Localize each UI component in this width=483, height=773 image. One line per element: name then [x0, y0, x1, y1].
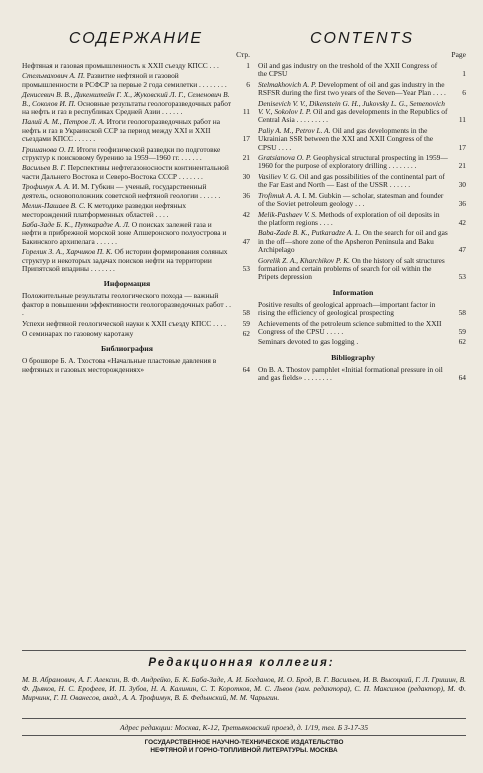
- entry-page-number: 1: [462, 69, 466, 79]
- entry-author: Paliy A. M., Petrov L. A.: [258, 125, 331, 135]
- entry-author: Трофимук А. А.: [22, 182, 71, 192]
- toc-entry: [258, 62, 466, 79]
- info-heading-en: Information: [332, 287, 374, 297]
- info-heading-ru: Информация: [103, 279, 151, 289]
- entry-title: О брошюре Б. А. Тхостова «Начальные пластовые давления в нефтяных и газовых месторождениях»: [22, 356, 217, 374]
- toc-entry: [22, 357, 250, 374]
- entry-page-number: 6: [246, 79, 250, 89]
- entry-title: Oil and gas possibilities of the continental part of the Far East and North — East of the USSR . . . . . .: [258, 171, 445, 190]
- toc-entry: [258, 320, 466, 337]
- toc-entry: [258, 127, 466, 152]
- entry-author: Стельмахович А. П.: [22, 71, 85, 81]
- toc-entry: [258, 257, 466, 282]
- entry-page-number: 58: [458, 308, 466, 318]
- page-header-en: Page: [451, 50, 466, 59]
- entry-title: Achievements of the petroleum science submitted to the XXII Congress of the CPSU . . . . .: [258, 318, 442, 336]
- entry-title: Oil and gas industry on the treshold of the XXII Congress of the CPSU: [258, 61, 438, 79]
- toc-entry: [22, 221, 250, 246]
- entry-page-number: 30: [458, 180, 466, 190]
- entry-page-number: 42: [242, 209, 250, 219]
- entry-author: Баба-Заде Б. К., Путкарадзе А. Л.: [22, 219, 130, 229]
- entry-page-number: 42: [458, 217, 466, 227]
- entry-title: On B. A. Thostov pamphlet «Initial formational pressure in oil and gas fields» . . . . . . . .: [258, 364, 443, 383]
- divider-top: [22, 650, 466, 651]
- contents-column-russian: [22, 30, 250, 376]
- entry-page-number: 53: [242, 263, 250, 273]
- entry-title: Итоги геологоразведочных работ на нефть и газ в Украинской ССР за период между XXI и XXII съездами КПСС . . . . . .: [22, 117, 220, 144]
- entry-title: Основные результаты геологоразведочных работ на нефть и газ в республиках Средней Азии . . . . . .: [22, 98, 232, 117]
- entry-page-number: 17: [458, 142, 466, 152]
- toc-entry: [22, 183, 250, 200]
- publisher-line-1: ГОСУДАРСТВЕННОЕ НАУЧНО-ТЕХНИЧЕСКОЕ ИЗДАТЕЛЬСТВО: [144, 739, 344, 746]
- editorial-address: Адрес редакции: Москва, К-12, Третьяковский проезд, д. 1/19, тел. Б 3-17-35: [119, 723, 369, 732]
- entry-author: Палий А. М., Петров Л. А.: [22, 117, 105, 127]
- column-title-ru: СОДЕРЖАНИЕ: [68, 30, 204, 47]
- divider-middle: [22, 718, 466, 719]
- entry-title: К методике разведки нефтяных месторождений платформенных областей . . . .: [22, 201, 187, 219]
- column-title-en: CONTENTS: [310, 30, 414, 47]
- entry-title: Итоги геофизической разведки по подготовке структур к поисковому бурению за 1959—1960 гг. . . . . . .: [22, 144, 221, 163]
- toc-entry: [258, 229, 466, 254]
- entry-title: Нефтяная и газовая промышленность к XXII съезду КПСС . . .: [22, 61, 219, 70]
- entry-page-number: 21: [242, 153, 250, 163]
- entry-page-number: 58: [242, 308, 250, 318]
- entries-ru: [22, 62, 250, 273]
- page-header-ru: Стр.: [236, 50, 250, 59]
- entry-author: Vasiliev V. G.: [258, 171, 298, 181]
- entry-page-number: 62: [458, 337, 466, 347]
- entry-title: Development of oil and gas industry in the RSFSR during the first two years of the Seven—Year Plan . . . .: [258, 79, 446, 98]
- entry-title: Seminars devoted to gas logging .: [258, 337, 359, 347]
- entry-page-number: 30: [242, 171, 250, 181]
- entry-page-number: 47: [242, 236, 250, 246]
- entry-page-number: 11: [458, 115, 466, 125]
- entry-title: Positive results of geological approach—important factor in rising the efficiency of geological prospecting: [258, 299, 436, 318]
- entry-page-number: 17: [242, 134, 250, 144]
- entry-title: Geophysical structural prospecting in 1959—1960 for the purpose of exploratory drilling . . . . . . . .: [258, 153, 448, 171]
- entry-page-number: 64: [242, 364, 250, 374]
- entry-page-number: 64: [458, 373, 466, 383]
- entry-author: Денисевич В. В., Дикенштейн Г. Х., Жуковский Л. Г., Семенович В. В., Соколов И. П.: [22, 90, 230, 108]
- entry-author: Denisevich V. V., Dikenstein G. H., Jukovsky L. G., Semenovich V. V., Sokolov I. P.: [258, 98, 445, 117]
- entry-title: Успехи нефтяной геологической науки к XXII съезду КПСС . . . .: [22, 318, 227, 328]
- editorial-board-members: М. В. Абрамович, А. Г. Алексин, В. Ф. Андрейко, Б. К. Баба-Заде, А. И. Богданов, И. О. Брод, В. Г. Васильев, И. В. Высоцкий, Г. Л. Гришин, В. Ф. Дьяков, Н. С. Ерофеев, И. П. Зубов, Н. А. Калинин, С. Т. Коротков, М. С. Львов (зам. редактора), С. П. Максимов (редактор), М. Ф. Мирчинк, Г. П. Ованесов, акад., А. А. Трофимук, В. Б. Федынский, М. М. Чарыгин.: [22, 675, 466, 702]
- entry-author: Baba-Zade B. K., Putkaradze A. L.: [258, 228, 361, 238]
- entry-title: Положительные результаты геологического похода — важный фактор в повышении эффективности геологоразведочных работ . . .: [22, 291, 231, 318]
- entry-author: Gratsianova O. P.: [258, 153, 312, 163]
- toc-entry: [22, 320, 250, 328]
- entry-title: On the history of salt structures formation and certain problems of search for oil within the Pripets depression: [258, 255, 445, 282]
- toc-entry: [258, 81, 466, 98]
- biblio-entries-ru: [22, 357, 250, 374]
- toc-entry: [22, 164, 250, 181]
- entry-title: О поисках залежей газа и нефти в прибрежной морской зоне Апшеронского полуострова и Бакинского архипелага . . . . . .: [22, 219, 227, 246]
- toc-entry: [22, 62, 250, 70]
- toc-entry: [258, 366, 466, 383]
- entry-page-number: 6: [462, 88, 466, 98]
- entry-page-number: 59: [458, 326, 466, 336]
- entry-page-number: 53: [458, 272, 466, 282]
- toc-entry: [22, 118, 250, 143]
- publisher-imprint: [22, 739, 466, 756]
- publisher-line-2: НЕФТЯНОЙ И ГОРНО-ТОПЛИВНОЙ ЛИТЕРАТУРЫ. МОСКВА: [150, 747, 338, 755]
- entry-page-number: 36: [242, 190, 250, 200]
- entry-page-number: 1: [246, 61, 250, 70]
- toc-entry: [258, 192, 466, 209]
- entry-title: Об истории формирования соляных структур и некоторых задачах поисков нефти на территории Припятской впадины . . . . . . .: [22, 247, 228, 273]
- toc-entry: [22, 248, 250, 273]
- entry-title: Oil and gas developments in the Republics of Central Asia . . . . . . . . .: [258, 107, 448, 125]
- info-entries-ru: [22, 292, 250, 338]
- info-entries-en: [258, 301, 466, 347]
- entry-author: Melik-Pashaev V. S.: [258, 209, 317, 219]
- entry-author: Васильев В. Г.: [22, 163, 66, 173]
- entry-title: Oil and gas developments in the Ukrainian SSR between the XXI and XXII Congress of the CPSU . . . .: [258, 125, 434, 152]
- entry-author: Stelmakhovich A. P.: [258, 79, 317, 89]
- entry-author: Trofimuk A. A.: [258, 190, 301, 200]
- entry-page-number: 21: [458, 161, 466, 171]
- entry-title: On the search for oil and gas in the off—shore zone of the Apsheron Peninsula and Baku Archipelago: [258, 228, 448, 255]
- entry-title: Развитие нефтяной и газовой промышленности в РСФСР за первые 2 года семилетки . . . . . . . .: [22, 71, 227, 89]
- toc-entry: [258, 173, 466, 190]
- entry-author: Gorelik Z. A., Kharchikov P. K.: [258, 255, 350, 265]
- entry-author: Мелик-Пашаев В. С.: [22, 201, 86, 211]
- toc-entry: [258, 154, 466, 171]
- toc-entry: [22, 330, 250, 338]
- entry-page-number: 11: [242, 107, 250, 117]
- entry-page-number: 62: [242, 328, 250, 338]
- biblio-heading-en: Bibliography: [331, 352, 375, 362]
- divider-bottom: [22, 735, 466, 736]
- toc-entry: [258, 338, 466, 346]
- entry-title: I. M. Gubkin — scholar, statesman and founder of the Soviet petroleum geology . . .: [258, 190, 444, 209]
- toc-entry: [22, 146, 250, 163]
- toc-entry: [22, 202, 250, 219]
- entry-author: Горелик З. А., Харчиков П. К.: [22, 247, 113, 257]
- biblio-entries-en: [258, 366, 466, 383]
- entry-title: Methods of exploration of oil deposits in the platform regions . . . .: [258, 209, 440, 227]
- biblio-heading-ru: Библиография: [101, 344, 153, 354]
- toc-entry: [22, 292, 250, 317]
- entries-en: [258, 62, 466, 282]
- entry-title: Перспективы нефтегазоносности континентальной части Дальнего Востока и Северо-Востока СССР . . . . . . .: [22, 163, 229, 181]
- entry-title: И. М. Губкин — ученый, государственный деятель, основоположник советской нефтяной геологии . . . . . .: [22, 182, 221, 200]
- contents-column-english: [258, 30, 466, 385]
- toc-entry: [22, 72, 250, 89]
- toc-entry: [258, 100, 466, 125]
- entry-page-number: 47: [458, 245, 466, 255]
- toc-entry: [22, 91, 250, 116]
- toc-entry: [258, 301, 466, 318]
- entry-page-number: 36: [458, 199, 466, 209]
- entry-author: Гришанова О. П.: [22, 144, 75, 154]
- entry-page-number: 59: [242, 318, 250, 328]
- editorial-board-title: Редакционная коллегия:: [148, 657, 335, 669]
- entry-title: О семинарах по газовому каротажу: [22, 328, 134, 338]
- toc-entry: [258, 211, 466, 228]
